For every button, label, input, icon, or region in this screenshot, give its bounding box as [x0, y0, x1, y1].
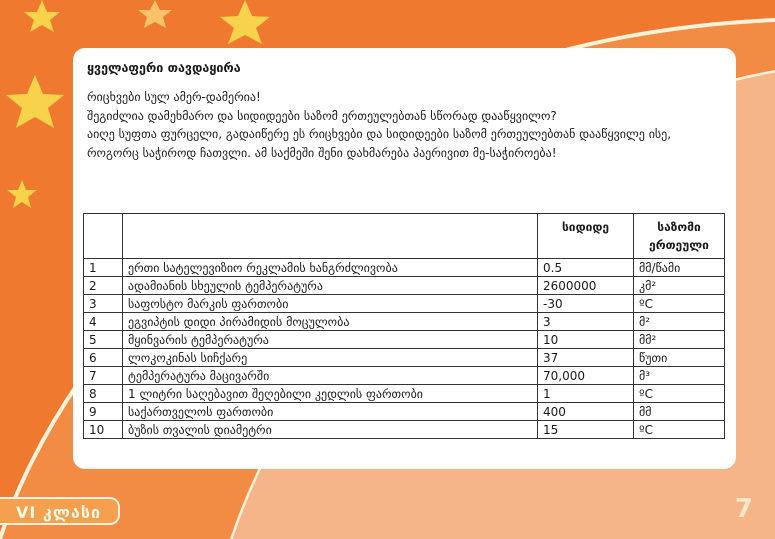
row-number: 10 — [84, 421, 123, 439]
table-row — [84, 403, 725, 421]
row-unit: ºC — [634, 421, 725, 439]
row-number: 3 — [84, 295, 123, 313]
row-number: 6 — [84, 349, 123, 367]
header-item — [123, 214, 538, 259]
row-number: 5 — [84, 331, 123, 349]
row-value: 37 — [538, 349, 634, 367]
row-value: -30 — [538, 295, 634, 313]
row-unit: კმ² — [634, 277, 725, 295]
row-item: ტემპერატურა მაცივარში — [123, 367, 538, 385]
row-unit: მ² — [634, 313, 725, 331]
header-number — [84, 214, 123, 259]
row-item: ბუზის თვალის დიამეტრი — [123, 421, 538, 439]
table-row — [84, 331, 725, 349]
row-unit: წუთი — [634, 349, 725, 367]
row-value: 1 — [538, 385, 634, 403]
row-item: ადამიანის სხეულის ტემპერატურა — [123, 277, 538, 295]
row-value: 70,000 — [538, 367, 634, 385]
row-unit: მ³ — [634, 367, 725, 385]
header-value: სიდიდე — [538, 214, 634, 259]
table-row — [84, 367, 725, 385]
intro-line: შეგიძლია დამეხმარო და სიდიდეები საზომ ერთეულებთან სწორად დააწყვილო? — [87, 108, 557, 123]
table-row — [84, 421, 725, 439]
row-unit: მმ — [634, 403, 725, 421]
table-row — [84, 385, 725, 403]
table-row — [84, 349, 725, 367]
row-value: 0.5 — [538, 259, 634, 277]
page-number: 7 — [734, 494, 753, 524]
table-row — [84, 277, 725, 295]
row-item: ლოკოკინას სიჩქარე — [123, 349, 538, 367]
row-value: 3 — [538, 313, 634, 331]
section-heading: ყველაფერი თავდაყირა — [87, 60, 241, 75]
row-item: საქართველოს ფართობი — [123, 403, 538, 421]
row-value: 15 — [538, 421, 634, 439]
row-item: 1 ლიტრი საღებავით შეღებილი კედლის ფართობი — [123, 385, 538, 403]
row-number: 2 — [84, 277, 123, 295]
row-number: 9 — [84, 403, 123, 421]
table-header-row — [84, 214, 725, 259]
row-item: ეგვიპტის დიდი პირამიდის მოცულობა — [123, 313, 538, 331]
row-item: საფოსტო მარკის ფართობი — [123, 295, 538, 313]
row-unit: ºC — [634, 295, 725, 313]
table-row — [84, 313, 725, 331]
row-item: მყინვარის ტემპერატურა — [123, 331, 538, 349]
matching-table — [83, 213, 725, 439]
intro-line: რიცხვები სულ ამერ-დამერია! — [87, 90, 261, 104]
row-unit: მმ/წამი — [634, 259, 725, 277]
row-value: 10 — [538, 331, 634, 349]
row-value: 400 — [538, 403, 634, 421]
row-number: 4 — [84, 313, 123, 331]
row-number: 7 — [84, 367, 123, 385]
row-unit: მმ² — [634, 331, 725, 349]
grade-label: VI კლასი — [0, 497, 120, 525]
intro-text — [87, 88, 719, 162]
row-number: 8 — [84, 385, 123, 403]
row-number: 1 — [84, 259, 123, 277]
intro-line: აიღე სუფთა ფურცელი, გადაიწერე ეს რიცხვები და სიდიდეები საზომ ერთეულებთან დააწყვილე ისე, როგორც საჭიროდ ჩათვლი. ამ საქმეში შენი დახმარება პაერივით მე-საჭიროება! — [87, 127, 672, 160]
row-item: ერთი სატელევიზიო რეკლამის ხანგრძლივობა — [123, 259, 538, 277]
table-row — [84, 295, 725, 313]
content-card — [73, 48, 736, 469]
table-row — [84, 259, 725, 277]
header-unit: საზომი ერთეული — [634, 214, 725, 259]
row-value: 2600000 — [538, 277, 634, 295]
row-unit: ºC — [634, 385, 725, 403]
